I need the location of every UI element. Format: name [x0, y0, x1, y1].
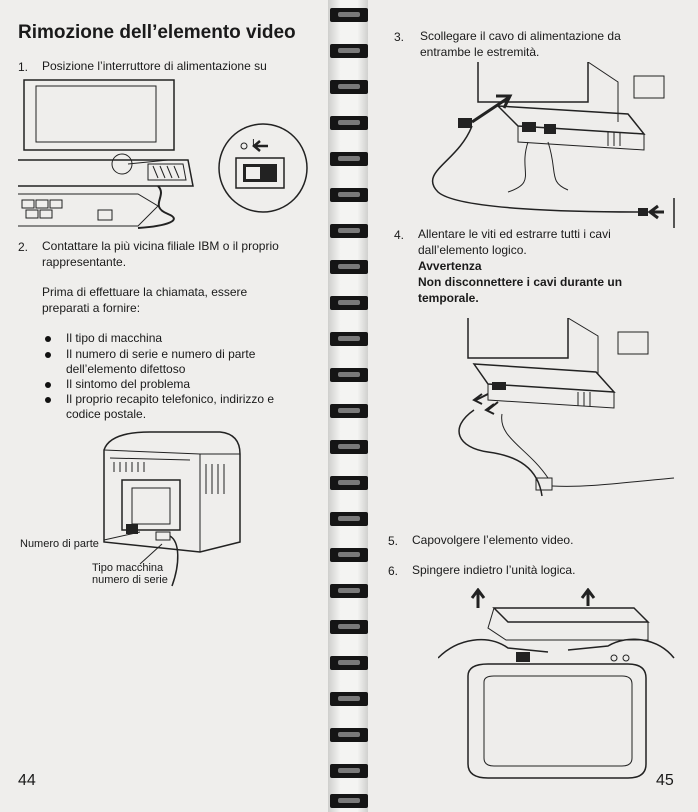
step-4-line-2: dall’elemento logico.	[418, 243, 527, 257]
bullet-item: Il tipo di macchina	[66, 331, 163, 345]
binding-ring	[330, 152, 368, 166]
remove-cables-illustration	[448, 318, 678, 518]
bullet-dot	[45, 397, 51, 403]
warning-line-1: Non disconnettere i cavi durante un	[418, 275, 623, 289]
spiral-binding	[328, 0, 370, 812]
step-4-line-1: Allentare le viti ed estrarre tutti i cavi	[418, 227, 611, 241]
page-number: 44	[18, 772, 36, 789]
step-5-number: 5.	[388, 534, 399, 548]
warning-line-2: temporale.	[418, 291, 479, 305]
binding-ring	[330, 512, 368, 526]
binding-ring	[330, 620, 368, 634]
step-1-text: Posizione l’interruttore di alimentazione su	[42, 59, 267, 73]
binding-ring	[330, 764, 368, 778]
step-2-number: 2.	[18, 240, 29, 254]
binding-ring	[330, 656, 368, 670]
serial-number-label: numero di serie	[92, 574, 168, 586]
binding-ring	[330, 116, 368, 130]
bullet-item: Il sintomo del problema	[66, 377, 191, 391]
binding-ring	[330, 44, 368, 58]
binding-ring	[330, 224, 368, 238]
step-3-line-2: entrambe le estremità.	[420, 45, 540, 59]
unplug-cable-illustration	[418, 62, 696, 232]
bullet-dot	[45, 352, 51, 358]
machine-type-label: Tipo macchina	[92, 562, 164, 574]
step-4-number: 4.	[394, 228, 405, 242]
bullet-item: Il proprio recapito telefonico, indirizzo e	[66, 392, 275, 406]
right-page	[368, 0, 698, 812]
step-6-text: Spingere indietro l’unità logica.	[412, 563, 576, 577]
binding-ring	[330, 368, 368, 382]
bullet-item: Il numero di serie e numero di parte	[66, 347, 256, 361]
step-3-number: 3.	[394, 30, 405, 44]
binding-ring	[330, 548, 368, 562]
push-logic-unit-illustration	[438, 588, 678, 788]
binding-ring	[330, 296, 368, 310]
binding-ring	[330, 440, 368, 454]
step-5-text: Capovolgere l’elemento video.	[412, 533, 574, 547]
binding-ring	[330, 260, 368, 274]
switch-on-label: I	[252, 138, 255, 149]
bullet-item-continued: codice postale.	[66, 407, 147, 421]
power-switch-illustration	[18, 76, 308, 236]
page-title: Rimozione dell’elemento video	[18, 22, 296, 43]
part-number-label: Numero di parte	[20, 538, 99, 550]
step-2-line-2: rappresentante.	[42, 255, 127, 269]
step-3-line-1: Scollegare il cavo di alimentazione da	[420, 29, 621, 43]
binding-ring	[330, 728, 368, 742]
binding-ring	[330, 332, 368, 346]
binding-ring	[330, 476, 368, 490]
step-1-number: 1.	[18, 60, 29, 74]
bullet-dot	[45, 382, 51, 388]
binding-ring	[330, 794, 368, 808]
binding-ring	[330, 404, 368, 418]
step-6-number: 6.	[388, 564, 399, 578]
bullet-dot	[45, 336, 51, 342]
binding-ring	[330, 692, 368, 706]
binding-ring	[330, 584, 368, 598]
page-number: 45	[656, 772, 674, 789]
warning-title: Avvertenza	[418, 259, 482, 273]
prep-line-2: preparati a fornire:	[42, 301, 141, 315]
left-page	[0, 0, 330, 812]
prep-line-1: Prima di effettuare la chiamata, essere	[42, 285, 248, 299]
binding-ring	[330, 80, 368, 94]
binding-ring	[330, 8, 368, 22]
step-2-line-1: Contattare la più vicina filiale IBM o il proprio	[42, 239, 279, 253]
bullet-item-continued: dell’elemento difettoso	[66, 362, 186, 376]
binding-ring	[330, 188, 368, 202]
